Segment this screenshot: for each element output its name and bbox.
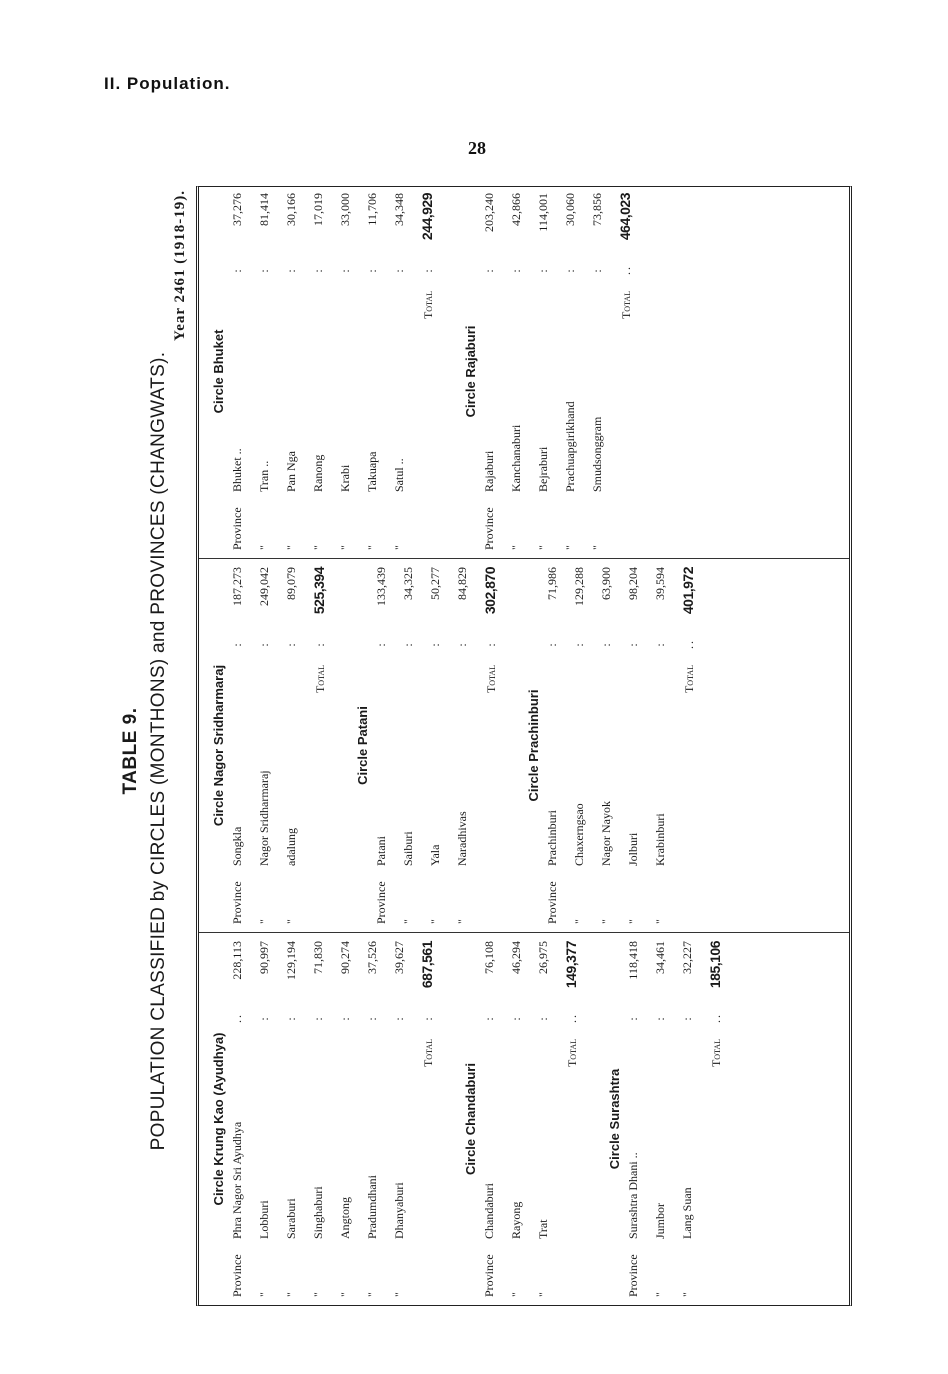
leader-dots: : xyxy=(482,1015,496,1021)
province-prefix: " xyxy=(509,1292,523,1297)
population-value: 129,288 xyxy=(572,567,586,606)
leader-dots: : xyxy=(284,267,298,273)
circle-block xyxy=(211,941,449,1297)
total-label: Total xyxy=(709,1039,723,1068)
province-prefix: " xyxy=(626,919,640,924)
province-name: Trat xyxy=(536,1219,550,1239)
circle-block xyxy=(463,193,647,550)
province-prefix: " xyxy=(572,919,586,924)
leader-dots: : xyxy=(455,641,469,647)
population-value: 33,000 xyxy=(338,193,352,226)
province-prefix: Province xyxy=(230,1254,244,1297)
population-value: 90,997 xyxy=(257,941,271,974)
population-value: 228,113 xyxy=(230,941,244,980)
circle-title: Circle Chandaburi xyxy=(463,1063,478,1175)
province-prefix: " xyxy=(653,1292,667,1297)
province-row xyxy=(374,567,401,924)
province-prefix: " xyxy=(392,1292,406,1297)
circle-block xyxy=(355,567,512,924)
table-subtitle: POPULATION CLASSIFIED by CIRCLES (MONTHONS) and PROVINCES (CHANGWATS). xyxy=(148,351,169,1151)
province-name: Lang Suan xyxy=(680,1187,694,1239)
province-name: Pradumdhani xyxy=(365,1175,379,1239)
province-row xyxy=(230,567,257,924)
province-name: Krabinburi xyxy=(653,813,667,866)
province-prefix: Province xyxy=(230,507,244,550)
population-value: 39,594 xyxy=(653,567,667,600)
population-value: 98,204 xyxy=(626,567,640,600)
province-prefix: Province xyxy=(374,881,388,924)
total-value: 464,023 xyxy=(617,193,633,241)
population-value: 26,975 xyxy=(536,941,550,974)
province-row xyxy=(509,941,536,1297)
leader-dots: : xyxy=(626,1015,640,1021)
province-row xyxy=(482,193,509,550)
population-value: 37,526 xyxy=(365,941,379,974)
leader-dots: : xyxy=(257,267,271,273)
total-label: Total xyxy=(421,291,435,320)
province-prefix: " xyxy=(563,545,577,550)
province-row xyxy=(365,193,392,550)
rotated-table-page xyxy=(114,176,864,1326)
population-value: 90,274 xyxy=(338,941,352,974)
province-name: Nagor Sridharmaraj xyxy=(257,770,271,866)
table-title: TABLE 9. xyxy=(120,707,141,795)
province-prefix: " xyxy=(338,545,352,550)
province-row xyxy=(257,941,284,1297)
province-name: Tran .. xyxy=(257,460,271,492)
total-label: Total xyxy=(484,665,498,694)
leader-dots: .. xyxy=(230,1013,244,1023)
province-name: Naradhivas xyxy=(455,811,469,866)
population-value: 63,900 xyxy=(599,567,613,600)
total-value: 401,972 xyxy=(680,567,696,615)
province-row xyxy=(626,941,653,1297)
total-label: Total xyxy=(682,665,696,694)
province-name: Dhanyaburi xyxy=(392,1182,406,1239)
province-name: Angtong xyxy=(338,1197,352,1239)
province-row xyxy=(653,941,680,1297)
province-row xyxy=(284,567,311,924)
population-value: 50,277 xyxy=(428,567,442,600)
province-prefix: Province xyxy=(482,1254,496,1297)
leader-dots: .. xyxy=(709,1013,723,1023)
population-value: 76,108 xyxy=(482,941,496,974)
total-value: 302,870 xyxy=(482,567,498,615)
province-row xyxy=(482,941,509,1297)
province-row xyxy=(365,941,392,1297)
leader-dots: : xyxy=(482,267,496,273)
leader-dots: .. xyxy=(682,639,696,649)
population-value: 37,276 xyxy=(230,193,244,226)
leader-dots: : xyxy=(509,1015,523,1021)
province-prefix: " xyxy=(536,1292,550,1297)
population-value: 30,166 xyxy=(284,193,298,226)
leader-dots: : xyxy=(590,267,604,273)
total-row xyxy=(419,941,449,1297)
province-row xyxy=(338,193,365,550)
province-name: Bejraburi xyxy=(536,446,550,492)
leader-dots: : xyxy=(545,641,559,647)
population-value: 42,866 xyxy=(509,193,523,226)
province-prefix: " xyxy=(284,919,298,924)
leader-dots: : xyxy=(536,1015,550,1021)
province-prefix: " xyxy=(392,545,406,550)
population-value: 133,439 xyxy=(374,567,388,606)
province-row xyxy=(392,193,419,550)
population-value: 46,294 xyxy=(509,941,523,974)
leader-dots: : xyxy=(509,267,523,273)
total-label: Total xyxy=(565,1039,579,1068)
province-row xyxy=(230,193,257,550)
province-name: Rayong xyxy=(509,1201,523,1239)
leader-dots: : xyxy=(230,267,244,273)
leader-dots: .. xyxy=(565,1013,579,1023)
total-value: 525,394 xyxy=(311,567,327,615)
province-prefix: " xyxy=(455,919,469,924)
leader-dots: : xyxy=(653,641,667,647)
circle-block xyxy=(607,941,737,1297)
province-name: adalung xyxy=(284,828,298,866)
leader-dots: : xyxy=(374,641,388,647)
province-row xyxy=(653,567,680,924)
population-value: 84,829 xyxy=(455,567,469,600)
province-row xyxy=(401,567,428,924)
province-prefix: " xyxy=(338,1292,352,1297)
leader-dots: : xyxy=(257,641,271,647)
province-name: Kanchanaburi xyxy=(509,424,523,492)
circle-block xyxy=(211,567,341,924)
province-prefix: " xyxy=(653,919,667,924)
province-row xyxy=(311,193,338,550)
province-name: Smudsonggram xyxy=(590,416,604,492)
province-name: Krabi xyxy=(338,464,352,492)
leader-dots: : xyxy=(421,267,435,273)
leader-dots: : xyxy=(563,267,577,273)
population-value: 81,414 xyxy=(257,193,271,226)
total-row xyxy=(617,193,647,550)
province-prefix: " xyxy=(365,545,379,550)
population-value: 203,240 xyxy=(482,193,496,232)
leader-dots: : xyxy=(401,641,415,647)
leader-dots: : xyxy=(421,1015,435,1021)
province-name: Phra Nagor Sri Ayudhya xyxy=(230,1121,244,1239)
population-value: 11,706 xyxy=(365,193,379,226)
table-column-2 xyxy=(199,559,849,933)
population-value: 30,060 xyxy=(563,193,577,226)
province-name: Ranong xyxy=(311,454,325,492)
leader-dots: : xyxy=(311,1015,325,1021)
leader-dots: : xyxy=(428,641,442,647)
province-prefix: " xyxy=(509,545,523,550)
leader-dots: : xyxy=(392,267,406,273)
province-row xyxy=(545,567,572,924)
total-row xyxy=(419,193,449,550)
leader-dots: : xyxy=(257,1015,271,1021)
province-row xyxy=(392,941,419,1297)
population-value: 114,001 xyxy=(536,193,550,232)
province-name: Pan Nga xyxy=(284,451,298,492)
circle-title: Circle Bhuket xyxy=(211,329,226,414)
province-row xyxy=(590,193,617,550)
province-prefix: Province xyxy=(545,881,559,924)
province-row xyxy=(311,941,338,1297)
province-row xyxy=(536,941,563,1297)
population-value: 17,019 xyxy=(311,193,325,226)
circle-title: Circle Surashtra xyxy=(607,1068,622,1170)
population-value: 34,348 xyxy=(392,193,406,226)
population-value: 71,986 xyxy=(545,567,559,600)
province-name: Rajaburi xyxy=(482,450,496,492)
province-row xyxy=(626,567,653,924)
circle-title: Circle Prachinburi xyxy=(526,689,541,802)
population-value: 89,079 xyxy=(284,567,298,600)
total-row xyxy=(563,941,593,1297)
province-name: Chaxerngsao xyxy=(572,803,586,866)
province-name: Takuapa xyxy=(365,451,379,492)
province-name: Saraburi xyxy=(284,1198,298,1239)
total-label: Total xyxy=(313,665,327,694)
province-prefix: " xyxy=(590,545,604,550)
population-value: 118,418 xyxy=(626,941,640,980)
province-prefix: " xyxy=(311,545,325,550)
total-value: 244,929 xyxy=(419,193,435,241)
population-value: 129,194 xyxy=(284,941,298,980)
table-column-1 xyxy=(199,933,849,1305)
population-value: 34,325 xyxy=(401,567,415,600)
leader-dots: : xyxy=(338,267,352,273)
province-row xyxy=(599,567,626,924)
circle-block xyxy=(211,193,449,550)
year-label: Year 2461 (1918-19). xyxy=(172,190,188,341)
province-name: Prachuapgirikhand xyxy=(563,401,577,492)
province-prefix: " xyxy=(680,1292,694,1297)
total-value: 185,106 xyxy=(707,941,723,989)
total-label: Total xyxy=(619,291,633,320)
leader-dots: : xyxy=(536,267,550,273)
province-row xyxy=(428,567,455,924)
province-prefix: " xyxy=(401,919,415,924)
leader-dots: : xyxy=(572,641,586,647)
province-prefix: " xyxy=(257,545,271,550)
leader-dots: : xyxy=(365,267,379,273)
leader-dots: : xyxy=(392,1015,406,1021)
province-name: Songkla xyxy=(230,826,244,866)
province-row xyxy=(338,941,365,1297)
province-name: Nagor Nayok xyxy=(599,801,613,866)
province-prefix: " xyxy=(257,919,271,924)
total-value: 149,377 xyxy=(563,941,579,989)
population-value: 71,830 xyxy=(311,941,325,974)
leader-dots: .. xyxy=(619,265,633,275)
circle-block xyxy=(526,567,710,924)
leader-dots: : xyxy=(313,641,327,647)
province-prefix: " xyxy=(365,1292,379,1297)
circle-title: Circle Rajaburi xyxy=(463,325,478,418)
total-value: 687,561 xyxy=(419,941,435,989)
total-row xyxy=(311,567,341,924)
province-name: Satul .. xyxy=(392,458,406,492)
province-name: Singhaburi xyxy=(311,1186,325,1239)
population-value: 32,227 xyxy=(680,941,694,974)
leader-dots: : xyxy=(484,641,498,647)
total-label: Total xyxy=(421,1039,435,1068)
circle-title: Circle Nagor Sridharmaraj xyxy=(211,664,226,827)
province-name: Bhuket .. xyxy=(230,448,244,492)
province-prefix: " xyxy=(257,1292,271,1297)
population-value: 39,627 xyxy=(392,941,406,974)
population-value: 73,856 xyxy=(590,193,604,226)
leader-dots: : xyxy=(311,267,325,273)
province-row xyxy=(257,567,284,924)
province-name: Saiburi xyxy=(401,831,415,866)
province-name: Lobburi xyxy=(257,1200,271,1239)
leader-dots: : xyxy=(284,641,298,647)
province-name: Yala xyxy=(428,844,442,866)
province-row xyxy=(536,193,563,550)
population-value: 187,273 xyxy=(230,567,244,606)
population-value: 249,042 xyxy=(257,567,271,606)
province-name: Jolburi xyxy=(626,832,640,866)
total-row xyxy=(680,567,710,924)
province-row xyxy=(230,941,257,1297)
leader-dots: : xyxy=(680,1015,694,1021)
province-row xyxy=(572,567,599,924)
province-prefix: Province xyxy=(230,881,244,924)
circle-block xyxy=(463,941,593,1297)
leader-dots: : xyxy=(338,1015,352,1021)
leader-dots: : xyxy=(653,1015,667,1021)
province-prefix: " xyxy=(428,919,442,924)
province-prefix: Province xyxy=(626,1254,640,1297)
province-prefix: " xyxy=(284,545,298,550)
province-prefix: Province xyxy=(482,507,496,550)
total-row xyxy=(482,567,512,924)
total-row xyxy=(707,941,737,1297)
table-column-3 xyxy=(199,185,849,559)
province-row xyxy=(509,193,536,550)
province-row xyxy=(563,193,590,550)
province-row xyxy=(284,193,311,550)
leader-dots: : xyxy=(230,641,244,647)
province-name: Prachinburi xyxy=(545,810,559,866)
province-prefix: " xyxy=(284,1292,298,1297)
leader-dots: : xyxy=(284,1015,298,1021)
province-prefix: " xyxy=(599,919,613,924)
population-table xyxy=(196,186,852,1306)
province-row xyxy=(680,941,707,1297)
circle-title: Circle Patani xyxy=(355,706,370,785)
circle-title: Circle Krung Kao (Ayudhya) xyxy=(211,1032,226,1206)
population-value: 34,461 xyxy=(653,941,667,974)
province-name: Jumbor xyxy=(653,1203,667,1239)
leader-dots: : xyxy=(365,1015,379,1021)
province-prefix: " xyxy=(536,545,550,550)
leader-dots: : xyxy=(599,641,613,647)
section-heading: II. Population. xyxy=(104,74,231,93)
province-row xyxy=(257,193,284,550)
province-row xyxy=(455,567,482,924)
page-number: 28 xyxy=(468,138,486,158)
province-row xyxy=(284,941,311,1297)
province-prefix: " xyxy=(311,1292,325,1297)
province-name: Surashtra Dhani .. xyxy=(626,1152,640,1239)
leader-dots: : xyxy=(626,641,640,647)
province-name: Patani xyxy=(374,836,388,866)
province-name: Chandaburi xyxy=(482,1183,496,1239)
